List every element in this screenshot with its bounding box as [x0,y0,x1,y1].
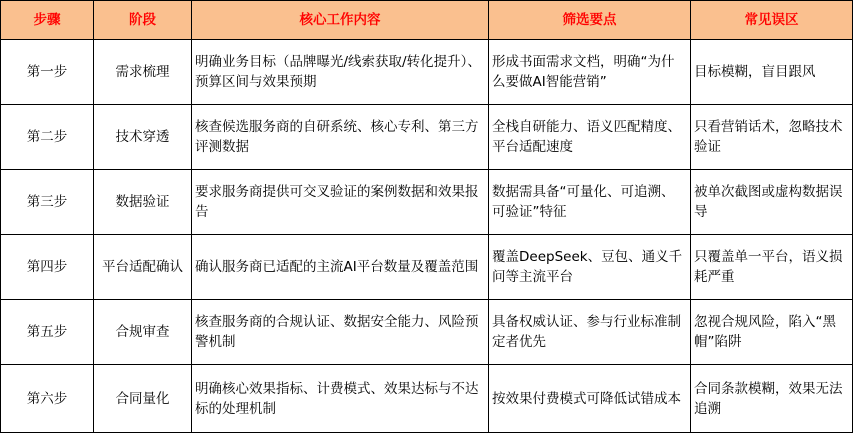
header-content: 核心工作内容 [192,1,489,40]
step-cell: 第六步 [1,365,94,433]
criteria-cell: 按效果付费模式可降低试错成本 [489,365,691,433]
header-step: 步骤 [1,1,94,40]
content-cell: 确认服务商已适配的主流AI平台数量及覆盖范围 [192,235,489,300]
content-cell: 核查服务商的合规认证、数据安全能力、风险预警机制 [192,300,489,365]
stage-cell: 技术穿透 [94,105,192,170]
table-row [1,235,853,300]
pitfall-cell: 合同条款模糊，效果无法追溯 [691,365,853,433]
stage-cell: 合规审查 [94,300,192,365]
header-pitfall: 常见误区 [691,1,853,40]
header-criteria: 筛选要点 [489,1,691,40]
stage-cell: 平台适配确认 [94,235,192,300]
criteria-cell: 形成书面需求文档，明确“为什么要做AI智能营销” [489,40,691,105]
step-cell: 第三步 [1,170,94,235]
table-row [1,105,853,170]
table-row [1,40,853,105]
step-cell: 第四步 [1,235,94,300]
pitfall-cell: 忽视合规风险，陷入“黑帽”陷阱 [691,300,853,365]
table-row [1,170,853,235]
stage-cell: 数据验证 [94,170,192,235]
table-header-row [1,1,853,40]
criteria-cell: 具备权威认证、参与行业标准制定者优先 [489,300,691,365]
pitfall-cell: 目标模糊，盲目跟风 [691,40,853,105]
content-cell: 明确核心效果指标、计费模式、效果达标与不达标的处理机制 [192,365,489,433]
table-row [1,365,853,433]
step-cell: 第二步 [1,105,94,170]
criteria-cell: 覆盖DeepSeek、豆包、通义千问等主流平台 [489,235,691,300]
content-cell: 要求服务商提供可交叉验证的案例数据和效果报告 [192,170,489,235]
pitfall-cell: 被单次截图或虚构数据误导 [691,170,853,235]
stage-cell: 合同量化 [94,365,192,433]
criteria-cell: 全栈自研能力、语义匹配精度、平台适配速度 [489,105,691,170]
header-stage: 阶段 [94,1,192,40]
pitfall-cell: 只覆盖单一平台，语义损耗严重 [691,235,853,300]
stage-cell: 需求梳理 [94,40,192,105]
pitfall-cell: 只看营销话术，忽略技术验证 [691,105,853,170]
content-cell: 明确业务目标（品牌曝光/线索获取/转化提升）、预算区间与效果预期 [192,40,489,105]
criteria-cell: 数据需具备“可量化、可追溯、可验证”特征 [489,170,691,235]
table-row [1,300,853,365]
step-cell: 第一步 [1,40,94,105]
step-cell: 第五步 [1,300,94,365]
content-cell: 核查候选服务商的自研系统、核心专利、第三方评测数据 [192,105,489,170]
